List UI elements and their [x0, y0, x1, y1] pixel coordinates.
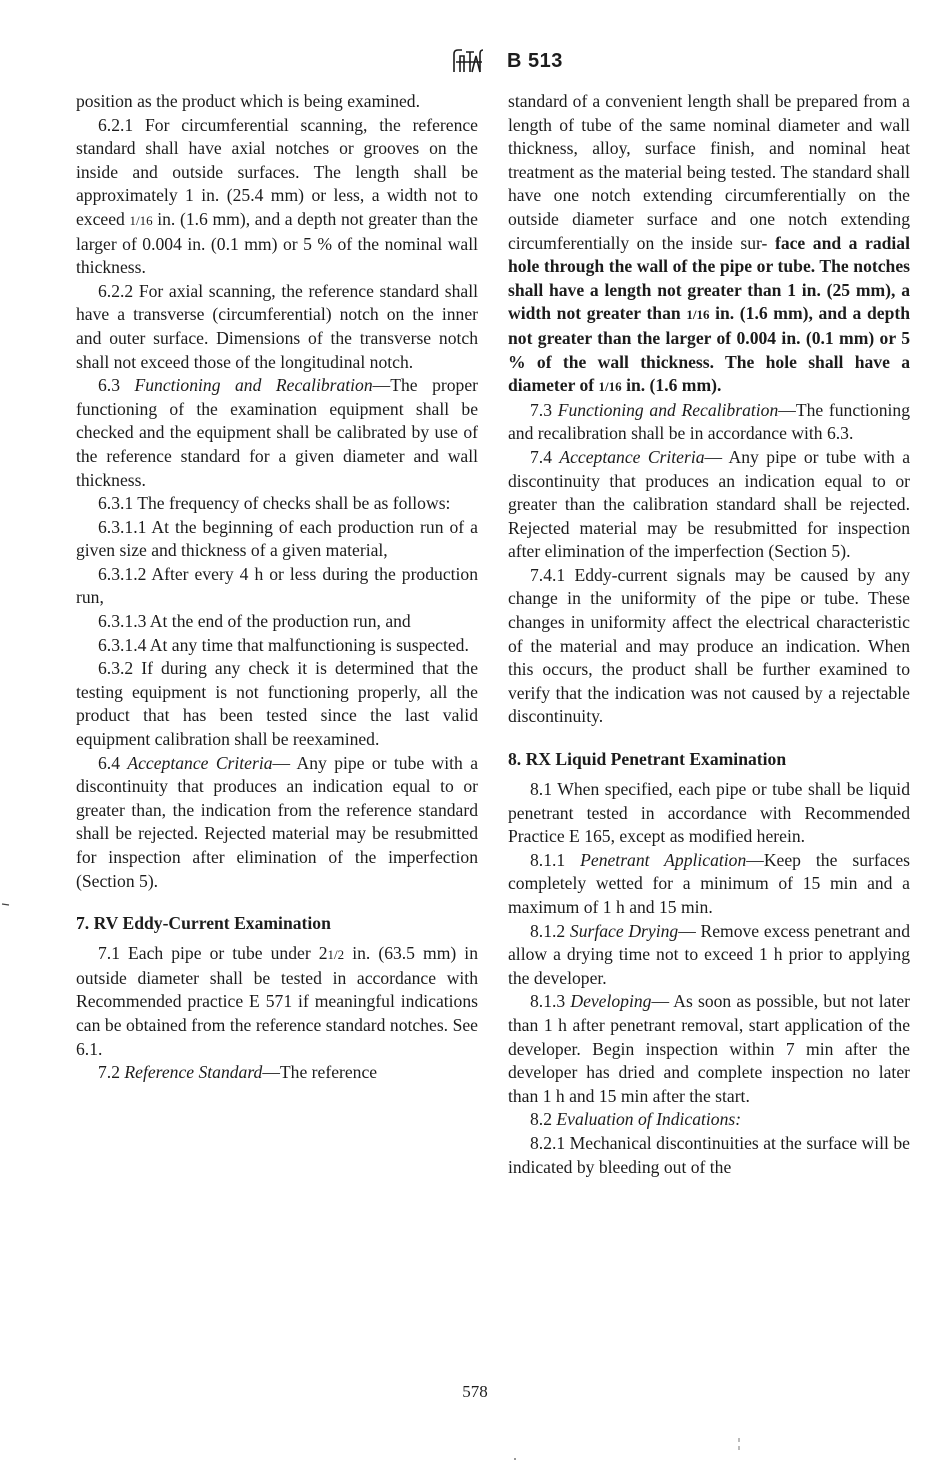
section-title: Developing: [570, 991, 652, 1012]
section-heading-7: 7. RV Eddy-Current Examination: [76, 913, 331, 934]
fraction: 1/16: [129, 212, 153, 228]
paragraph-6-3-1: 6.3.1 The frequency of checks shall be as follows:: [98, 493, 451, 514]
page-number: 578: [462, 1382, 488, 1401]
section-title: Functioning and Recalibration: [557, 399, 779, 420]
paragraph-6-3-1-4: 6.3.1.4 At any time that malfunctioning is suspected.: [98, 634, 469, 655]
section-title: Acceptance Criteria: [559, 446, 705, 467]
fraction: 1/16: [686, 307, 710, 323]
paragraph-continued: position as the product which is being examined.: [76, 91, 420, 111]
section-title: Evaluation of Indications:: [556, 1109, 742, 1130]
left-column: [76, 90, 478, 1085]
right-column: [508, 90, 910, 1179]
section-heading-8: 8. RX Liquid Penetrant Examination: [508, 749, 787, 770]
scan-speck-icon: [736, 1436, 742, 1456]
paragraph-8-1-1: 8.1.1 Penetrant Application—Keep the surfaces completely wetted for a minimum of 15 min and a maximum of 1 h and 15 min.: [508, 849, 910, 917]
paragraph-6-3-2: 6.3.2 If during any check it is determined that the testing equipment is not functioning properly, all the product that has been tested since the last valid equipment calibration shall be reexamined.: [76, 658, 478, 750]
paragraph-7-3: 7.3 Functioning and Recalibration—The functioning and recalibration shall be in accordance with 6.3.: [508, 399, 911, 444]
section-title: Acceptance Criteria: [127, 752, 273, 773]
page-header: [0, 44, 950, 80]
section-title: Functioning and Recalibration: [134, 375, 373, 396]
paragraph-6-4: 6.4 Acceptance Criteria— Any pipe or tube with a discontinuity that produces an indication equal to or greater than, the indication from the reference standard shall be rejected. Rejected material may be resubmitted for inspection after elimination of the imperfection (Section 5).: [76, 752, 479, 891]
paragraph-6-2-1: 6.2.1 For circumferential scanning, the reference standard shall have axial notches or grooves on the inside and outside surfaces. The length shall be approximately 1 in. (25.4 mm) or less, a width not to exceed 1/16 in. (1.6 mm), and a depth not greater than the larger of 0.004 in. (0.1 mm) or 5 % of the nominal wall thickness.: [76, 114, 478, 278]
paragraph-6-3: 6.3 Functioning and Recalibration—The proper functioning of the examination equipment shall be checked and the equipment shall be calibrated by use of the reference standard for a given diameter and wall thickness.: [76, 375, 479, 490]
standard-number: B 513: [507, 50, 563, 72]
paragraph-7-4-1: 7.4.1 Eddy-current signals may be caused by any change in the uniformity of the pipe or tube. These changes in uniformity affect the electrical characteristic of the material and may produce an indication. When this occurs, the product shall be further examined to verify that the indication was not caused by a rejectable discontinuity.: [508, 564, 910, 727]
paragraph-8-1-3: 8.1.3 Developing— As soon as possible, but not later than 1 h after penetrant removal, start application of the developer. Begin inspection within 7 min after the developer has dried and complete inspection no later than 1 h and 15 min after the start.: [508, 991, 910, 1106]
paragraph-6-2-2: 6.2.2 For axial scanning, the reference standard shall have a transverse (circumferential) notch on the inner and outer surface. Dimensions of the transverse notch shall not exceed those of the longitudinal notch.: [76, 280, 478, 372]
fraction: 1/2: [327, 947, 345, 963]
scan-speck-icon: [512, 1456, 518, 1462]
paragraph-7-1: 7.1 Each pipe or tube under 21/2 in. (63.5 mm) in outside diameter shall be tested in accordance with Recommended practice E 571 if meaningful indications can be obtained from the reference standard notches. See 6.1.: [76, 943, 478, 1059]
paragraph-8-1: 8.1 When specified, each pipe or tube shall be liquid penetrant tested in accordance with Recommended Practice E 165, except as modified herein.: [508, 779, 910, 847]
paragraph-6-3-1-3: 6.3.1.3 At the end of the production run, and: [98, 611, 411, 632]
paragraph-8-2: 8.2 Evaluation of Indications:: [530, 1109, 742, 1130]
section-title: Penetrant Application: [580, 849, 747, 870]
paragraph-7-2: 7.2 Reference Standard—The reference: [98, 1062, 378, 1083]
fraction: 1/16: [598, 379, 622, 395]
paragraph-8-2-1: 8.2.1 Mechanical discontinuities at the surface will be indicated by bleeding out of the: [508, 1132, 910, 1177]
astm-logo-icon: [448, 48, 488, 76]
paragraph-8-1-2: 8.1.2 Surface Drying— Remove excess penetrant and allow a drying time not to exceed 1 h prior to applying the developer.: [508, 920, 910, 988]
section-title: Surface Drying: [569, 920, 679, 941]
paragraph-7-4: 7.4 Acceptance Criteria— Any pipe or tube with a discontinuity that produces an indication equal to or greater than the calibration standard shall be rejected. Rejected material may be resubmitted for inspection after elimination of the imperfection (Section 5).: [508, 446, 911, 562]
paragraph-6-3-1-1: 6.3.1.1 At the beginning of each production run of a given size and thickness of a given material,: [76, 516, 478, 561]
paragraph-7-2-continued: standard of a convenient length shall be prepared from a length of tube of the same nominal diameter and wall thickness, alloy, surface finish, and nominal heat treatment as the material being tested. The standard shall have one notch extending circumferentially on the outside diameter surface and one notch extending circumferentially on the inside sur- face and a radial hole through the wall of the pipe or tube. The notches shall have a length not greater than 1 in. (25 mm), a width not greater than 1/16 in. (1.6 mm), and a depth not greater than the larger of 0.004 in. (0.1 mm) or 5 % of the wall thickness. The hole shall have a diameter of 1/16 in. (1.6 mm).: [508, 91, 910, 396]
section-title: Reference Standard: [124, 1062, 263, 1083]
scan-speck-icon: [0, 900, 12, 908]
paragraph-6-3-1-2: 6.3.1.2 After every 4 h or less during the production run,: [76, 563, 478, 608]
